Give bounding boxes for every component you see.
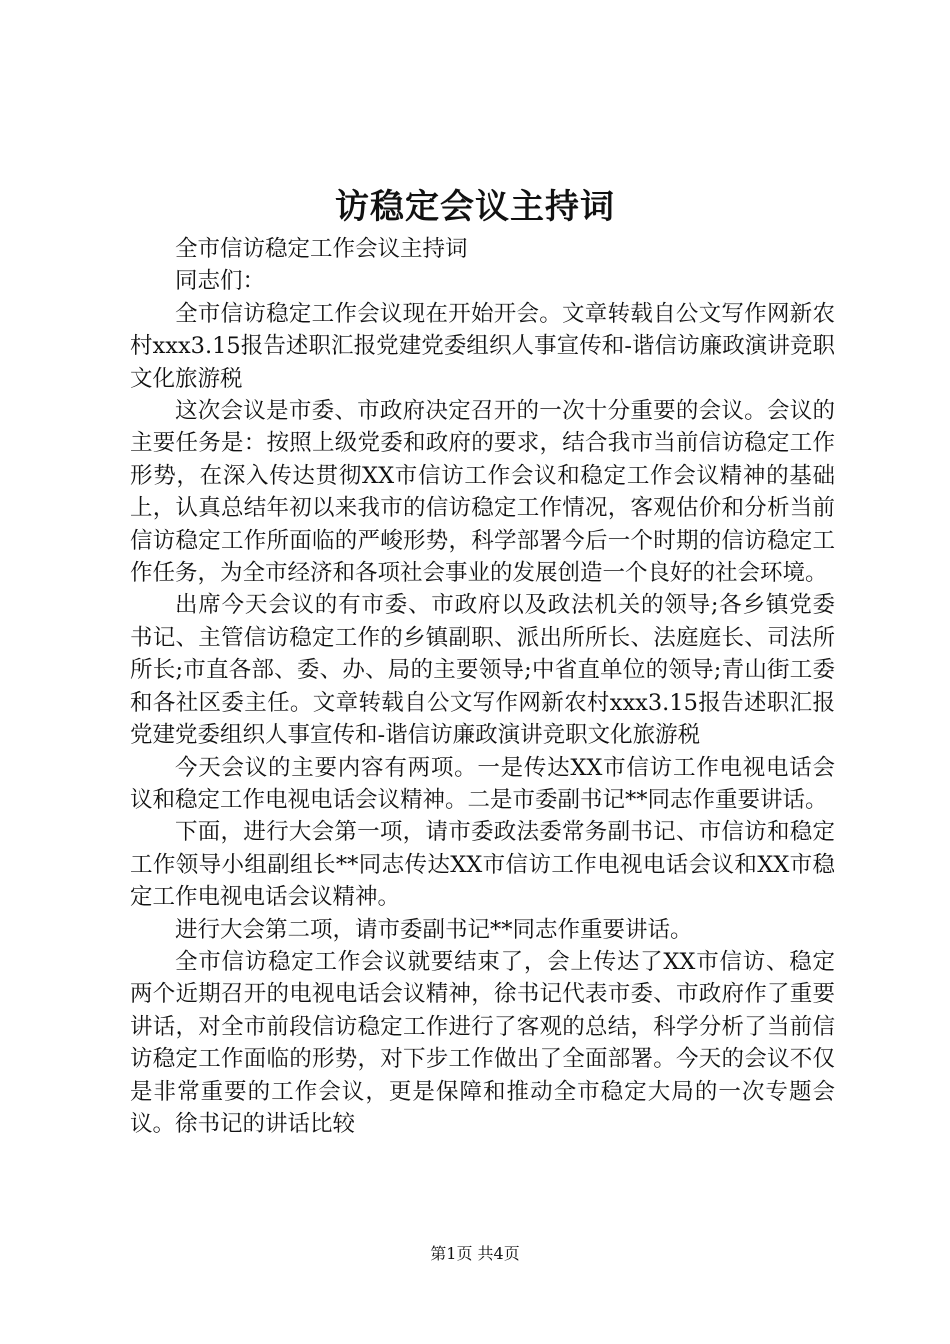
page-footer: 第1页 共4页 <box>430 1244 520 1263</box>
paragraph-heading: 全市信访稳定工作会议主持词 <box>175 236 468 262</box>
document-body <box>130 233 835 1140</box>
paragraph: 出席今天会议的有市委、市政府以及政法机关的领导;各乡镇党委书记、主管信访稳定工作的乡镇副职、派出所所长、法庭庭长、司法所所长;市直各部、委、办、局的主要领导;中省直单位的领导;青山街工委和各社区委主任。文章转载自公文写作网新农村xxx3.15报告述职汇报党建党委组织人事宣传和-谐信访廉政演讲竞职文化旅游税 <box>130 592 835 749</box>
paragraph: 全市信访稳定工作会议就要结束了，会上传达了XX市信访、稳定两个近期召开的电视电话会议精神，徐书记代表市委、市政府作了重要讲话，对全市前段信访稳定工作进行了客观的总结，科学分析了当前信访稳定工作面临的形势，对下步工作做出了全面部署。今天的会议不仅是非常重要的工作会议，更是保障和推动全市稳定大局的一次专题会议。徐书记的讲话比较 <box>130 948 835 1137</box>
paragraph: 这次会议是市委、市政府决定召开的一次十分重要的会议。会议的主要任务是：按照上级党委和政府的要求，结合我市当前信访稳定工作形势，在深入传达贯彻XX市信访工作会议和稳定工作会议精神的基础上，认真总结年初以来我市的信访稳定工作情况，客观估价和分析当前信访稳定工作所面临的严峻形势，科学部署今后一个时期的信访稳定工作任务，为全市经济和各项社会事业的发展创造一个良好的社会环境。 <box>130 398 835 587</box>
document-title: 访稳定会议主持词 <box>335 187 615 227</box>
paragraph: 今天会议的主要内容有两项。一是传达XX市信访工作电视电话会议和稳定工作电视电话会议精神。二是市委副书记**同志作重要讲话。 <box>130 754 835 813</box>
paragraph-salutation: 同志们： <box>175 268 266 295</box>
paragraph: 进行大会第二项，请市委副书记**同志作重要讲话。 <box>175 916 693 943</box>
paragraph: 下面，进行大会第一项，请市委政法委常务副书记、市信访和稳定工作领导小组副组长**同志传达XX市信访工作电视电话会议和XX市稳定工作电视电话会议精神。 <box>130 819 835 911</box>
paragraph: 全市信访稳定工作会议现在开始开会。文章转载自公文写作网新农村xxx3.15报告述职汇报党建党委组织人事宣传和-谐信访廉政演讲竞职文化旅游税 <box>130 300 835 392</box>
